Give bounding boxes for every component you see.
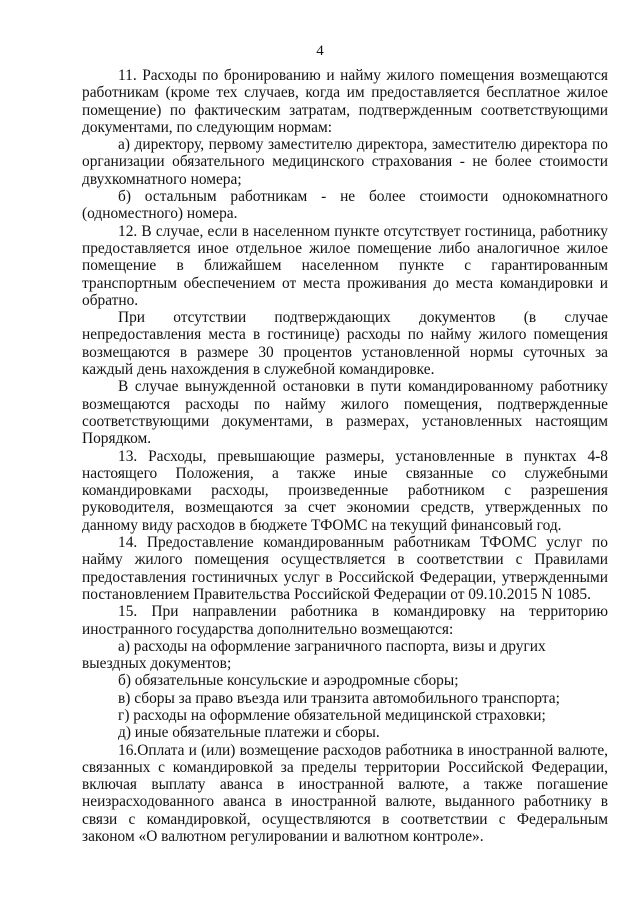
paragraph-16: 16.Оплата и (или) возмещение расходов работника в иностранной валюте, связанных с командировкой за пределы территории Российской Федерации, включая выплату аванса в иностранной валюте, а также погашение неизрасходованного аванса в иностранной валюте, выданного работнику в связи с командировкой, осуществляются в соответствии с Федеральным законом «О валютном регулировании и валютном контроле». (82, 741, 608, 846)
paragraph-11b: б) остальным работникам - не более стоимости однокомнатного (одноместного) номера. (82, 188, 608, 223)
paragraph-15d: г) расходы на оформление обязательной медицинской страховки; (118, 706, 546, 724)
paragraph-15e: д) иные обязательные платежи и сборы. (118, 724, 380, 742)
document-body (82, 67, 608, 845)
paragraph-15a: а) расходы на оформление заграничного паспорта, визы и других выездных документов; (82, 637, 546, 673)
paragraph-12: 12. В случае, если в населенном пункте отсутствует гостиница, работнику предоставляется иное отдельное жилое помещение либо аналогичное жилое помещение в ближайшем населенном пункте с гарантированным транспортным обеспечением от места проживания до места командировки и обратно. (82, 222, 608, 309)
paragraph-11: 11. Расходы по бронированию и найму жилого помещения возмещаются работникам (кроме тех случаев, когда им предоставляется бесплатное жилое помещение) по фактическим затратам, подтвержденным соответствующими документами, по следующим нормам: (82, 67, 608, 136)
paragraph-15b: б) обязательные консульские и аэродромные сборы; (118, 672, 459, 690)
paragraph-12-forced-stop: В случае вынужденной остановки в пути командированному работнику возмещаются расходы по найму жилого помещения, подтвержденные соответствующими документами, в размерах, установленных настоящим Порядком. (82, 378, 608, 448)
page-number: 4 (316, 43, 324, 59)
paragraph-13: 13. Расходы, превышающие размеры, установленные в пунктах 4-8 настоящего Положения, а также иные связанные со служебными командировками расходы, произведенные работником с разрешения руководителя, возмещаются за счет экономии средств, утвержденных по данному виду расходов в бюджете ТФОМС на текущий финансовый год. (82, 447, 608, 534)
paragraph-15: 15. При направлении работника в командировку на территорию иностранного государства дополнительно возмещаются: (82, 603, 608, 638)
paragraph-15c: в) сборы за право въезда или транзита автомобильного транспорта; (118, 689, 560, 707)
paragraph-11a: а) директору, первому заместителю директора, заместителю директора по организации обязательного медицинского страхования - не более стоимости двухкомнатного номера; (82, 136, 608, 188)
paragraph-14: 14. Предоставление командированным работникам ТФОМС услуг по найму жилого помещения осуществляется в соответствии с Правилами предоставления гостиничных услуг в Российской Федерации, утвержденными постановлением Правительства Российской Федерации от 09.10.2015 N 1085. (82, 534, 608, 603)
paragraph-12-no-documents: При отсутствии подтверждающих документов (в случае непредоставления места в гостинице) расходы по найму жилого помещения возмещаются в размере 30 процентов установленной нормы суточных за каждый день нахождения в служебной командировке. (82, 309, 608, 379)
